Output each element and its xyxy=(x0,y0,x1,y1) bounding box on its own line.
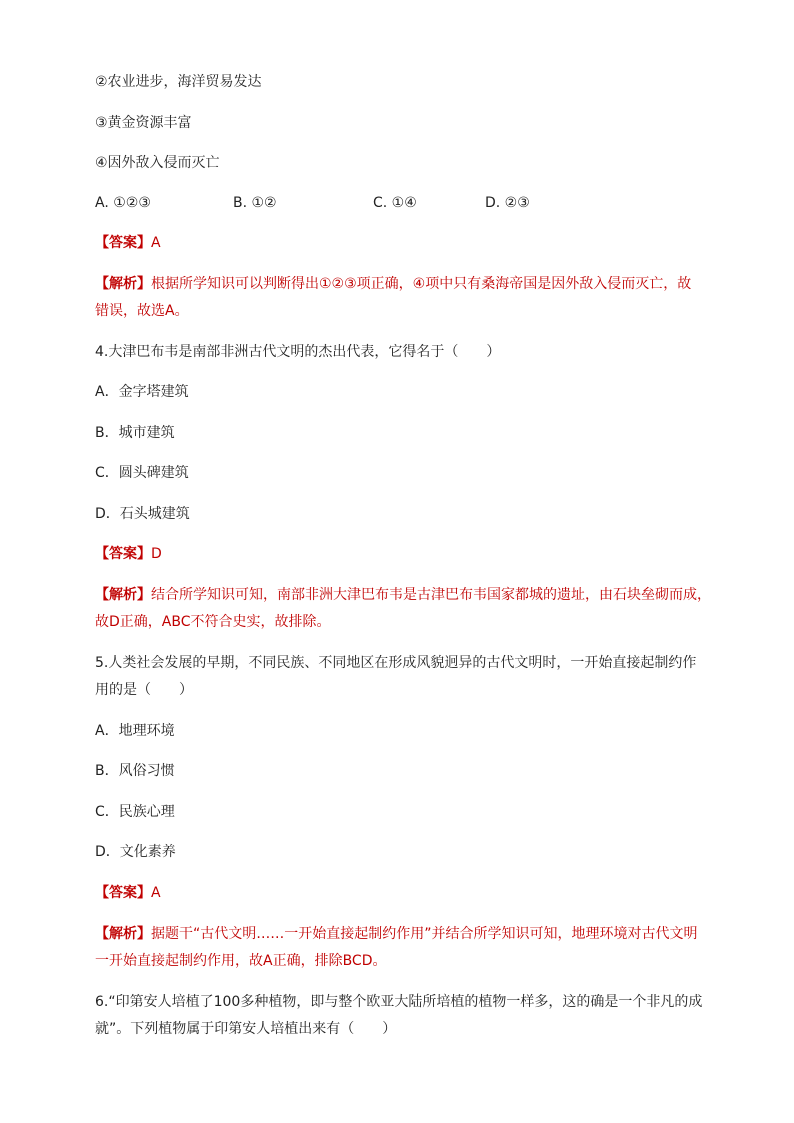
q3-item-3: ③黄金资源丰富 xyxy=(95,115,192,131)
q3-analysis-line-2: 错误，故选A。 xyxy=(95,303,189,319)
q5-option-c: C．民族心理 xyxy=(95,804,175,820)
q5-stem-line-1: 5.人类社会发展的早期，不同民族、不同地区在形成风貌迥异的古代文明时，一开始直接起制约作 xyxy=(95,655,697,671)
analysis-text: 据题干“古代文明……一开始直接起制约作用”并结合所学知识可知，地理环境对古代文明 xyxy=(151,926,698,942)
q4-analysis-line-1 xyxy=(95,585,711,605)
q4-option-d: D．石头城建筑 xyxy=(95,506,190,522)
q5-answer xyxy=(95,883,161,903)
q4-option-c: C．圆头碑建筑 xyxy=(95,465,189,481)
q5-option-b: B．风俗习惯 xyxy=(95,763,175,779)
q4-analysis-line-2: 故D正确，ABC不符合史实，故排除。 xyxy=(95,614,331,630)
answer-value: A xyxy=(151,885,161,901)
q4-answer xyxy=(95,544,162,564)
analysis-tag: 【解析】 xyxy=(95,276,151,292)
analysis-text: 根据所学知识可以判断得出①②③项正确，④项中只有桑海帝国是因外敌入侵而灭亡，故 xyxy=(151,276,692,292)
q4-stem: 4.大津巴布韦是南部非洲古代文明的杰出代表，它得名于（ ） xyxy=(95,344,501,360)
q4-option-b: B．城市建筑 xyxy=(95,425,175,441)
q3-option-a: A. ①②③ xyxy=(95,195,151,211)
q5-option-d: D．文化素养 xyxy=(95,844,176,860)
answer-value: D xyxy=(151,546,162,562)
q3-answer xyxy=(95,233,161,253)
q3-analysis-line-1 xyxy=(95,274,691,294)
q3-item-4: ④因外敌入侵而灭亡 xyxy=(95,155,220,171)
analysis-tag: 【解析】 xyxy=(95,926,151,942)
q5-option-a: A．地理环境 xyxy=(95,723,175,739)
q5-analysis-line-2: 一开始直接起制约作用，故A正确，排除BCD。 xyxy=(95,953,387,969)
answer-tag: 【答案】 xyxy=(95,546,151,562)
answer-tag: 【答案】 xyxy=(95,235,151,251)
q4-option-a: A．金字塔建筑 xyxy=(95,384,189,400)
answer-value: A xyxy=(151,235,161,251)
q3-option-d: D. ②③ xyxy=(485,195,530,211)
q3-option-c: C. ①④ xyxy=(373,195,417,211)
q5-analysis-line-1 xyxy=(95,924,698,944)
q3-option-b: B. ①② xyxy=(233,195,277,211)
answer-tag: 【答案】 xyxy=(95,885,151,901)
analysis-tag: 【解析】 xyxy=(95,587,151,603)
analysis-text: 结合所学知识可知，南部非洲大津巴布韦是古津巴布韦国家都城的遗址，由石块垒砌而成， xyxy=(151,587,711,603)
q5-stem-line-2: 用的是（ ） xyxy=(95,682,193,698)
q3-item-2: ②农业进步，海洋贸易发达 xyxy=(95,74,262,90)
q6-stem-line-1: 6.“印第安人培植了100多种植物，即与整个欧亚大陆所培植的植物一样多，这的确是一个非凡的成 xyxy=(95,994,703,1010)
q6-stem-line-2: 就”。下列植物属于印第安人培植出来有（ ） xyxy=(95,1021,397,1037)
